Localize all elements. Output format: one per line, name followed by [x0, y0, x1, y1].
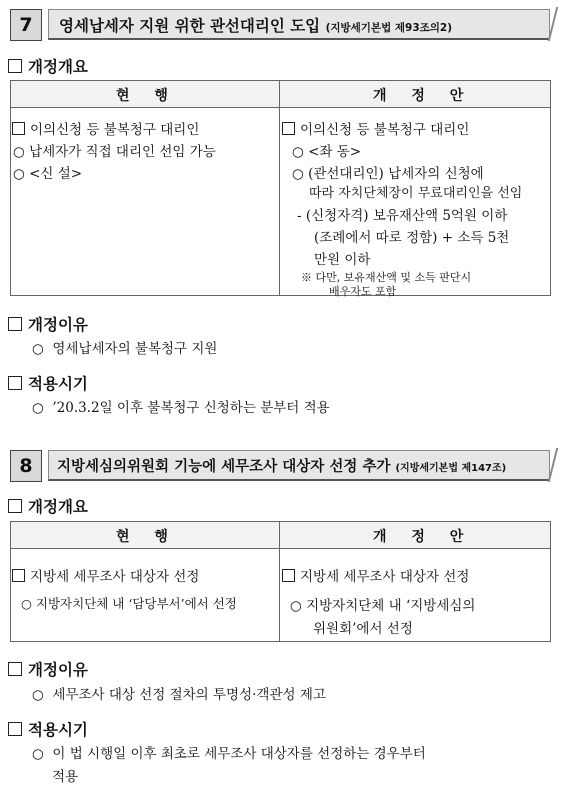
revised-item-3: 따라 자치단체장이 무료대리인을 선임	[309, 186, 523, 201]
revised-item-5: (조례에서 따로 정함) + 소득 5천	[314, 230, 510, 246]
revised-item-0	[282, 565, 469, 585]
table-header	[11, 81, 550, 108]
revised-item-4: - (신청자격) 보유재산액 5억원 이하	[297, 208, 508, 224]
section8-law-ref: (지방세기본법 제147조)	[395, 463, 507, 474]
revised-text-1: 지방자치단체 내 ‘지방세심의	[306, 598, 476, 614]
checkbox-square-icon	[8, 662, 22, 676]
revised-item-6: 만원 이하	[314, 252, 371, 268]
square-bullet-icon	[12, 569, 25, 582]
apply-text: ’20.3.2일 이후 불복청구 신청하는 분부터 적용	[52, 400, 330, 416]
section7-law-ref: (지방세기본법 제93조의2)	[325, 22, 453, 34]
col-current-label: 현 행	[116, 529, 178, 545]
square-bullet-icon	[282, 569, 295, 582]
section7-title	[59, 14, 452, 36]
section8-apply-line-0: ○ 이 법 시행일 이후 최초로 세무조사 대상자를 선정하는 경우부터	[32, 746, 426, 762]
section8-number: 8	[10, 450, 42, 482]
section7-reason-heading	[8, 313, 88, 335]
checkbox-square-icon	[8, 499, 22, 513]
revised-item-2: ○ (관선대리인) 납세자의 신청에	[292, 166, 484, 182]
checkbox-square-icon	[8, 317, 22, 331]
current-item-0	[12, 565, 199, 585]
section8-title	[57, 455, 506, 476]
section8-overview-heading	[8, 495, 88, 517]
section7-number: 7	[10, 9, 42, 41]
revised-item-2: 위원회’에서 선정	[313, 621, 413, 637]
section7-title-box	[48, 9, 550, 40]
reason-text: 세무조사 대상 선정 절차의 투명성·객관성 제고	[52, 687, 326, 703]
current-text-1: 납세자가 직접 대리인 선임 가능	[29, 144, 216, 160]
revised-item-0	[282, 118, 469, 138]
square-bullet-icon	[12, 122, 25, 135]
revised-text-0: 이의신청 등 불복청구 대리인	[300, 122, 470, 138]
col-revised-label: 개 정 안	[373, 88, 474, 104]
current-text-1: 지방자치단체 내 ‘담당부서’에서 선정	[35, 596, 237, 611]
current-item-2: ○ <신 설>	[13, 166, 83, 182]
heading-text: 적용시기	[28, 721, 88, 739]
section8-title-text: 지방세심의위원회 기능에 세무조사 대상자 선정 추가	[57, 459, 391, 475]
section7-title-text: 영세납세자 지원 위한 관선대리인 도입	[59, 17, 321, 35]
current-item-0	[12, 118, 199, 138]
section7-overview-heading	[8, 55, 88, 77]
section8-comparison-table	[10, 521, 551, 642]
revised-item-1: ○ <좌 동>	[292, 144, 362, 160]
revised-text-1: <좌 동>	[308, 144, 362, 160]
checkbox-square-icon	[8, 722, 22, 736]
col-revised-label: 개 정 안	[373, 529, 474, 545]
section8-reason: ○ 세무조사 대상 선정 절차의 투명성·객관성 제고	[32, 687, 326, 703]
apply-text-0: 이 법 시행일 이후 최초로 세무조사 대상자를 선정하는 경우부터	[52, 746, 426, 762]
revised-text-0: 지방세 세무조사 대상자 선정	[300, 569, 470, 585]
revised-note-1: 배우자도 포함	[329, 285, 397, 298]
current-text-2: <신 설>	[29, 166, 83, 182]
heading-text: 개정이유	[28, 316, 88, 334]
revised-item-1: ○ 지방자치단체 내 ‘지방세심의	[290, 598, 476, 614]
current-text-0: 지방세 세무조사 대상자 선정	[30, 569, 200, 585]
square-bullet-icon	[282, 122, 295, 135]
section7-apply-heading	[8, 372, 88, 394]
col-current-label: 현 행	[116, 88, 178, 104]
section7-comparison-table	[10, 80, 551, 296]
section8-title-box	[48, 450, 550, 481]
current-text-0: 이의신청 등 불복청구 대리인	[30, 122, 200, 138]
section8-apply-line-1: 적용	[52, 769, 79, 785]
reason-text: 영세납세자의 불복청구 지원	[52, 341, 218, 357]
section7-apply: ○ ’20.3.2일 이후 불복청구 신청하는 분부터 적용	[32, 400, 330, 416]
section8-title-bar	[10, 450, 556, 482]
heading-text: 개정개요	[28, 498, 88, 516]
heading-text: 개정개요	[28, 58, 88, 76]
heading-text: 적용시기	[28, 375, 88, 393]
current-item-1: ○ 지방자치단체 내 ‘담당부서’에서 선정	[21, 596, 237, 611]
current-item-1: ○ 납세자가 직접 대리인 선임 가능	[13, 144, 216, 160]
section7-title-bar	[10, 9, 556, 41]
table-header	[11, 522, 550, 549]
column-divider	[279, 522, 280, 641]
section8-reason-heading	[8, 658, 88, 680]
column-divider	[279, 81, 280, 295]
revised-text-2: (관선대리인) 납세자의 신청에	[308, 166, 484, 182]
checkbox-square-icon	[8, 376, 22, 390]
section8-apply-heading	[8, 718, 88, 740]
checkbox-square-icon	[8, 59, 22, 73]
section7-reason: ○ 영세납세자의 불복청구 지원	[32, 341, 218, 357]
heading-text: 개정이유	[28, 661, 88, 679]
revised-note-0: ※ 다만, 보유재산액 및 소득 판단시	[301, 271, 472, 284]
